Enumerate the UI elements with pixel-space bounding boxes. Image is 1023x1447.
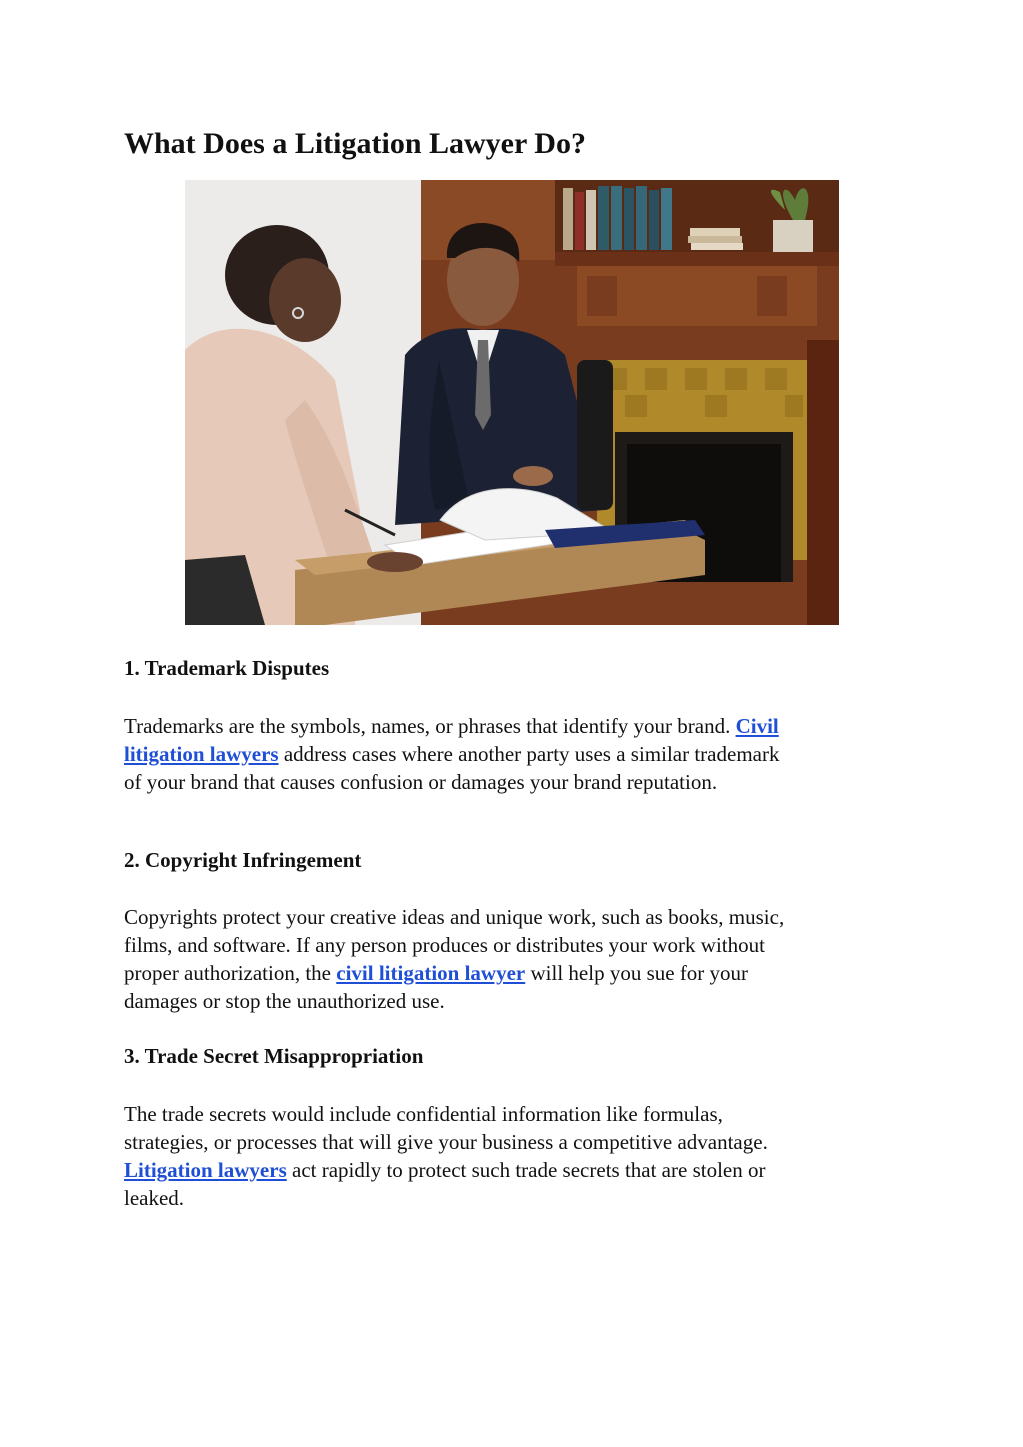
- text-run: will help you sue for your: [525, 961, 749, 985]
- paragraph-line: [124, 1184, 884, 1212]
- page-title: What Does a Litigation Lawyer Do?: [124, 127, 586, 160]
- section-paragraph-trademark-disputes: [124, 712, 884, 796]
- litigation-lawyers-link[interactable]: Litigation lawyers: [124, 1158, 287, 1182]
- paragraph-line: [124, 1128, 884, 1156]
- paragraph-line: [124, 712, 884, 740]
- section-heading-trademark-disputes: 1. Trademark Disputes: [124, 656, 330, 680]
- text-run: leaked.: [124, 1186, 185, 1210]
- paragraph-line: [124, 1100, 884, 1128]
- civil-litigation-lawyers-link[interactable]: Civil: [735, 714, 779, 738]
- text-run: films, and software. If any person produces or distributes your work without: [124, 933, 765, 957]
- text-run: of your brand that causes confusion or damages your brand reputation.: [124, 770, 718, 794]
- text-run: strategies, or processes that will give your business a competitive advantage.: [124, 1130, 768, 1154]
- text-run: act rapidly to protect such trade secrets that are stolen or: [286, 1158, 766, 1182]
- paragraph-line: [124, 959, 884, 987]
- section-paragraph-trade-secret-misappropriation: [124, 1100, 884, 1212]
- paragraph-line: [124, 768, 884, 796]
- paragraph-line: [124, 987, 884, 1015]
- text-run: damages or stop the unauthorized use.: [124, 989, 445, 1013]
- text-run: Trademarks are the symbols, names, or phrases that identify your brand.: [124, 714, 736, 738]
- paragraph-line: [124, 931, 884, 959]
- section-heading-copyright-infringement: 2. Copyright Infringement: [124, 848, 362, 872]
- section-heading-trade-secret-misappropriation: 3. Trade Secret Misappropriation: [124, 1044, 424, 1068]
- paragraph-line: [124, 903, 884, 931]
- paragraph-line: [124, 740, 884, 768]
- text-run: Copyrights protect your creative ideas and unique work, such as books, music,: [124, 905, 785, 929]
- text-run: address cases where another party uses a similar trademark: [278, 742, 780, 766]
- paragraph-line: [124, 1156, 884, 1184]
- civil-litigation-lawyer-link[interactable]: civil litigation lawyer: [336, 961, 526, 985]
- civil-litigation-lawyers-link-continued[interactable]: litigation lawyers: [124, 742, 279, 766]
- text-run: The trade secrets would include confidential information like formulas,: [124, 1102, 723, 1126]
- section-paragraph-copyright-infringement: [124, 903, 884, 1015]
- lawyer-consultation-photo: [185, 180, 839, 625]
- text-run: proper authorization, the: [124, 961, 337, 985]
